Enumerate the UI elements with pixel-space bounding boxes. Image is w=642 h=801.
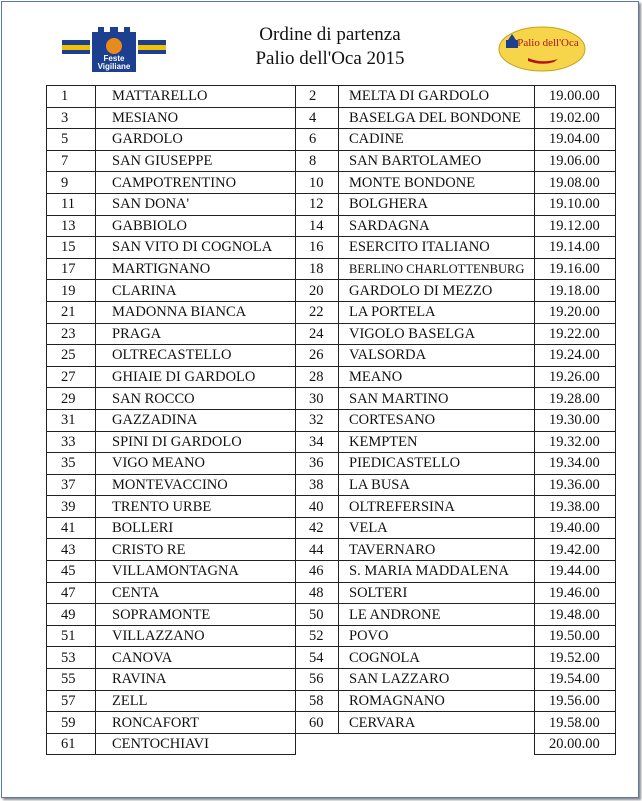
team-number-left: 15	[47, 237, 96, 259]
table-row	[47, 474, 616, 496]
team-number-left: 59	[47, 712, 96, 734]
logo-left-line2: Vigiliane	[97, 62, 131, 71]
team-name-right: LA PORTELA	[339, 301, 535, 323]
team-number-right: 20	[296, 280, 339, 302]
start-time: 19.02.00	[535, 107, 616, 129]
team-name-right: VIGOLO BASELGA	[339, 323, 535, 345]
team-number-left: 43	[47, 539, 96, 561]
start-time: 19.46.00	[535, 582, 616, 604]
team-number-left: 61	[47, 733, 96, 755]
table-row	[47, 280, 616, 302]
team-name-right: MONTE BONDONE	[339, 172, 535, 194]
team-number-right: 24	[296, 323, 339, 345]
table-row	[47, 517, 616, 539]
team-name-left: MATTARELLO	[96, 86, 296, 108]
start-time: 19.18.00	[535, 280, 616, 302]
team-number-left: 5	[47, 129, 96, 151]
team-name-left: BOLLERI	[96, 517, 296, 539]
table-row	[47, 669, 616, 691]
start-time: 19.20.00	[535, 301, 616, 323]
team-name-right: SARDAGNA	[339, 215, 535, 237]
table-row	[47, 431, 616, 453]
table-row	[47, 409, 616, 431]
team-name-right: POVO	[339, 625, 535, 647]
table-row	[47, 172, 616, 194]
team-number-right: 22	[296, 301, 339, 323]
team-number-left: 25	[47, 345, 96, 367]
team-name-right: CERVARA	[339, 712, 535, 734]
table-row	[47, 215, 616, 237]
team-number-left: 57	[47, 690, 96, 712]
team-number-left: 29	[47, 388, 96, 410]
team-name-left: RONCAFORT	[96, 712, 296, 734]
table-row	[47, 539, 616, 561]
team-name-right: CORTESANO	[339, 409, 535, 431]
start-time: 19.16.00	[535, 258, 616, 280]
team-name-left: GAZZADINA	[96, 409, 296, 431]
team-number-right: 12	[296, 193, 339, 215]
start-order-table	[46, 85, 616, 755]
team-name-left: RAVINA	[96, 669, 296, 691]
team-name-left: GABBIOLO	[96, 215, 296, 237]
team-name-left: OLTRECASTELLO	[96, 345, 296, 367]
logo-right-text: Palio dell'Oca	[517, 37, 579, 49]
start-time: 19.40.00	[535, 517, 616, 539]
team-number-right: 8	[296, 150, 339, 172]
team-name-right: BERLINO CHARLOTTENBURG	[339, 258, 535, 280]
table-row	[47, 604, 616, 626]
team-name-left: GARDOLO	[96, 129, 296, 151]
team-name-left: MADONNA BIANCA	[96, 301, 296, 323]
team-number-left: 3	[47, 107, 96, 129]
team-number-left: 11	[47, 193, 96, 215]
team-number-left: 21	[47, 301, 96, 323]
team-number-left: 55	[47, 669, 96, 691]
team-number-right: 38	[296, 474, 339, 496]
team-name-left: CENTOCHIAVI	[96, 733, 296, 755]
team-name-left: MONTEVACCINO	[96, 474, 296, 496]
team-number-right: 16	[296, 237, 339, 259]
table-row	[47, 150, 616, 172]
team-name-left: ZELL	[96, 690, 296, 712]
team-number-right: 18	[296, 258, 339, 280]
start-time: 19.30.00	[535, 409, 616, 431]
team-number-left: 13	[47, 215, 96, 237]
team-name-right: SAN BARTOLAMEO	[339, 150, 535, 172]
team-number-left: 47	[47, 582, 96, 604]
team-number-right: 6	[296, 129, 339, 151]
start-time: 19.50.00	[535, 625, 616, 647]
team-number-left: 37	[47, 474, 96, 496]
team-number-right: 42	[296, 517, 339, 539]
team-name-left: SAN GIUSEPPE	[96, 150, 296, 172]
team-name-left: MARTIGNANO	[96, 258, 296, 280]
start-time: 19.36.00	[535, 474, 616, 496]
start-time: 19.10.00	[535, 193, 616, 215]
table-row	[47, 712, 616, 734]
team-number-right: 14	[296, 215, 339, 237]
team-number-right: 48	[296, 582, 339, 604]
team-number-right: 40	[296, 496, 339, 518]
team-name-right: PIEDICASTELLO	[339, 453, 535, 475]
logo-left-line1: Feste	[103, 54, 125, 63]
team-name-right: BASELGA DEL BONDONE	[339, 107, 535, 129]
team-number-right: 44	[296, 539, 339, 561]
start-time: 19.54.00	[535, 669, 616, 691]
team-name-right: ESERCITO ITALIANO	[339, 237, 535, 259]
team-name-right: MELTA DI GARDOLO	[339, 86, 535, 108]
team-number-left: 27	[47, 366, 96, 388]
table-row	[47, 301, 616, 323]
start-time: 19.56.00	[535, 690, 616, 712]
start-time: 19.48.00	[535, 604, 616, 626]
start-time: 19.14.00	[535, 237, 616, 259]
start-time: 19.04.00	[535, 129, 616, 151]
table-row	[47, 625, 616, 647]
table-row	[47, 388, 616, 410]
team-name-left: SAN ROCCO	[96, 388, 296, 410]
start-time: 19.22.00	[535, 323, 616, 345]
table-row	[47, 366, 616, 388]
team-number-left: 45	[47, 561, 96, 583]
team-number-left: 49	[47, 604, 96, 626]
team-number-right: 56	[296, 669, 339, 691]
team-number-right: 30	[296, 388, 339, 410]
team-number-right: 36	[296, 453, 339, 475]
team-name-right: ROMAGNANO	[339, 690, 535, 712]
team-number-left: 33	[47, 431, 96, 453]
table-row	[47, 561, 616, 583]
team-number-right: 58	[296, 690, 339, 712]
team-name-left: VIGO MEANO	[96, 453, 296, 475]
team-name-right: VELA	[339, 517, 535, 539]
team-number-right: 32	[296, 409, 339, 431]
team-name-right: MEANO	[339, 366, 535, 388]
team-number-left: 9	[47, 172, 96, 194]
team-name-left: CAMPOTRENTINO	[96, 172, 296, 194]
team-name-left: SAN DONA'	[96, 193, 296, 215]
team-number-right: 46	[296, 561, 339, 583]
team-number-left: 51	[47, 625, 96, 647]
team-name-left: VILLAMONTAGNA	[96, 561, 296, 583]
start-time: 19.52.00	[535, 647, 616, 669]
start-time: 19.44.00	[535, 561, 616, 583]
team-number-left: 23	[47, 323, 96, 345]
team-name-right: KEMPTEN	[339, 431, 535, 453]
team-number-left: 35	[47, 453, 96, 475]
team-number-left: 19	[47, 280, 96, 302]
team-name-right: COGNOLA	[339, 647, 535, 669]
team-name-left: SPINI DI GARDOLO	[96, 431, 296, 453]
team-name-left: GHIAIE DI GARDOLO	[96, 366, 296, 388]
table-row	[47, 193, 616, 215]
feste-vigiliane-logo	[62, 26, 166, 74]
table-row	[47, 453, 616, 475]
team-name-left: CENTA	[96, 582, 296, 604]
team-number-right: 26	[296, 345, 339, 367]
team-number-right	[296, 733, 339, 755]
team-name-right: LE ANDRONE	[339, 604, 535, 626]
team-number-right: 54	[296, 647, 339, 669]
start-time: 20.00.00	[535, 733, 616, 755]
table-row	[47, 690, 616, 712]
start-time: 19.34.00	[535, 453, 616, 475]
team-name-right: SOLTERI	[339, 582, 535, 604]
start-time: 19.28.00	[535, 388, 616, 410]
team-number-right: 50	[296, 604, 339, 626]
table-row	[47, 582, 616, 604]
start-time: 19.42.00	[535, 539, 616, 561]
table-row	[47, 647, 616, 669]
team-number-right: 52	[296, 625, 339, 647]
team-name-right: TAVERNARO	[339, 539, 535, 561]
team-name-right: BOLGHERA	[339, 193, 535, 215]
team-number-left: 17	[47, 258, 96, 280]
palio-dell-oca-logo	[498, 26, 586, 72]
start-time: 19.00.00	[535, 86, 616, 108]
page-title-line2: Palio dell'Oca 2015	[255, 48, 405, 69]
team-name-left: CANOVA	[96, 647, 296, 669]
start-time: 19.38.00	[535, 496, 616, 518]
table-row	[47, 86, 616, 108]
table-row	[47, 237, 616, 259]
team-name-left: TRENTO URBE	[96, 496, 296, 518]
page-title-line1: Ordine di partenza	[259, 24, 401, 45]
team-name-left: SOPRAMONTE	[96, 604, 296, 626]
start-time: 19.06.00	[535, 150, 616, 172]
team-number-right: 4	[296, 107, 339, 129]
team-name-right: OLTREFERSINA	[339, 496, 535, 518]
team-name-left: MESIANO	[96, 107, 296, 129]
team-name-right: VALSORDA	[339, 345, 535, 367]
table-row	[47, 129, 616, 151]
team-number-right: 60	[296, 712, 339, 734]
team-number-left: 7	[47, 150, 96, 172]
team-number-left: 39	[47, 496, 96, 518]
team-number-left: 1	[47, 86, 96, 108]
team-name-right	[339, 733, 535, 755]
table-row	[47, 496, 616, 518]
team-name-left: CLARINA	[96, 280, 296, 302]
team-number-right: 34	[296, 431, 339, 453]
team-number-right: 2	[296, 86, 339, 108]
team-name-right: LA BUSA	[339, 474, 535, 496]
team-name-left: CRISTO RE	[96, 539, 296, 561]
team-name-right: SAN LAZZARO	[339, 669, 535, 691]
table-row	[47, 345, 616, 367]
team-number-left: 41	[47, 517, 96, 539]
table-row	[47, 733, 616, 755]
table-row	[47, 107, 616, 129]
team-name-left: PRAGA	[96, 323, 296, 345]
team-name-right: SAN MARTINO	[339, 388, 535, 410]
team-name-right: S. MARIA MADDALENA	[339, 561, 535, 583]
team-number-left: 53	[47, 647, 96, 669]
table-row	[47, 323, 616, 345]
team-name-left: VILLAZZANO	[96, 625, 296, 647]
team-name-left: SAN VITO DI COGNOLA	[96, 237, 296, 259]
team-name-right: GARDOLO DI MEZZO	[339, 280, 535, 302]
start-time: 19.26.00	[535, 366, 616, 388]
team-number-left: 31	[47, 409, 96, 431]
start-time: 19.12.00	[535, 215, 616, 237]
start-time: 19.58.00	[535, 712, 616, 734]
start-time: 19.08.00	[535, 172, 616, 194]
team-name-right: CADINE	[339, 129, 535, 151]
team-number-right: 10	[296, 172, 339, 194]
table-row	[47, 258, 616, 280]
start-time: 19.32.00	[535, 431, 616, 453]
start-time: 19.24.00	[535, 345, 616, 367]
team-number-right: 28	[296, 366, 339, 388]
